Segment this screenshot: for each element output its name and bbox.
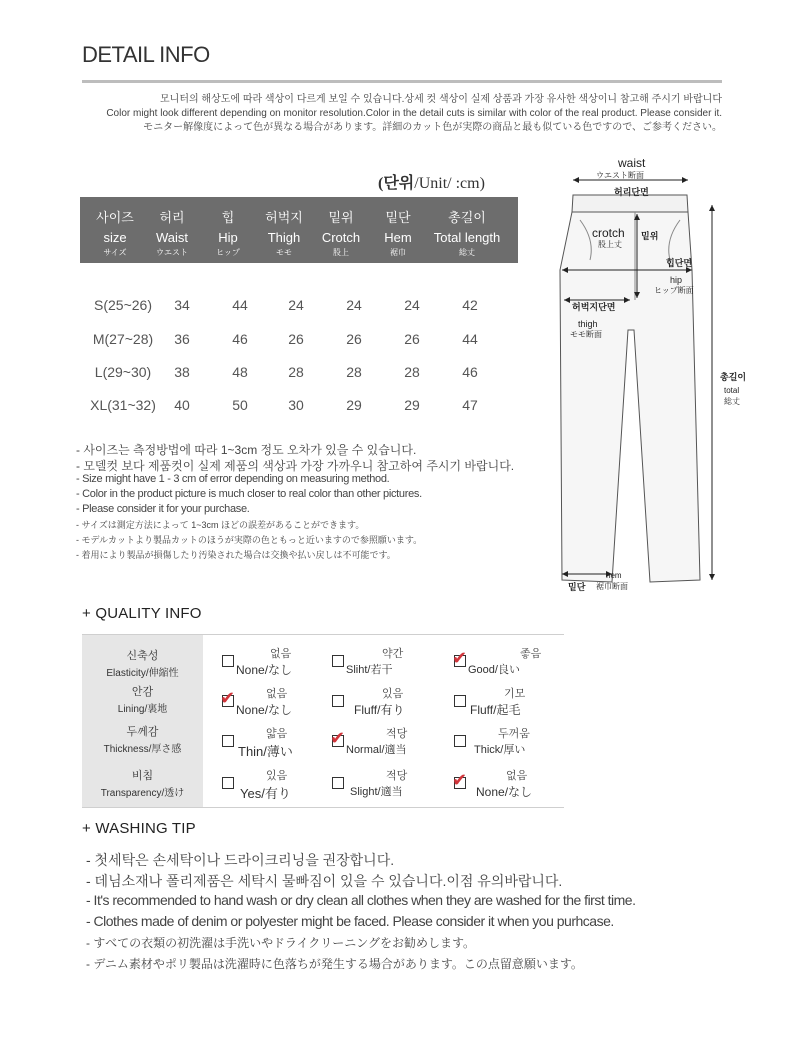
label-hip-ja: ヒップ断面	[654, 286, 694, 295]
quality-label-elasticity: 신축성 Elasticity/伸縮性	[106, 650, 179, 679]
label-hip-ko: 힙단면	[666, 258, 693, 268]
checkmark-icon: ✔	[452, 770, 468, 790]
quality-option[interactable]: 두꺼움 Thick/厚い	[454, 725, 574, 759]
checkbox[interactable]	[332, 655, 344, 667]
checkmark-icon: ✔	[452, 648, 468, 668]
pants-measurement-diagram	[540, 150, 780, 600]
checkmark-icon: ✔	[220, 688, 236, 708]
size-row: S(25~26) 34 44 24 24 24 42	[94, 297, 478, 313]
quality-option[interactable]: ✔ 없음 None/なし	[452, 770, 533, 799]
notice-en: Color might look different depending on monitor resolution.Color in the detail cuts is similar with color of the real product. Please consider it.	[106, 108, 722, 119]
title-divider	[82, 80, 722, 83]
checkbox[interactable]	[454, 695, 466, 707]
quality-label-lining: 안감 Lining/裏地	[117, 686, 168, 715]
checkmark-icon: ✔	[330, 728, 346, 748]
quality-option[interactable]: 적당 Slight/適当	[332, 767, 452, 801]
notice-ko: 모니터의 해상도에 따라 색상이 다르게 보일 수 있습니다.상세 컷 색상이 실제 상품과 가장 유사한 색상이니 참고해 주시기 바랍니다	[160, 94, 722, 105]
quality-info-title: + QUALITY INFO	[82, 605, 202, 622]
label-waist-ja: ウエスト断面	[596, 171, 644, 180]
unit-label: (단위/Unit/ :cm)	[378, 175, 485, 192]
checkbox[interactable]	[454, 735, 466, 747]
label-waist-en: waist	[618, 156, 646, 170]
label-crotch-ko: 밑위	[641, 231, 659, 241]
quality-option[interactable]: 얇음 Thin/薄い	[222, 725, 342, 759]
quality-option[interactable]: 있음 Yes/有り	[222, 767, 342, 801]
label-crotch-ja: 股上丈	[598, 240, 622, 249]
washing-tip-title: + WASHING TIP	[82, 820, 196, 837]
quality-option[interactable]: ✔ 없음 None/なし	[220, 688, 293, 717]
quality-option[interactable]: 없음 None/なし	[222, 645, 342, 679]
quality-option[interactable]: 기모 Fluff/起毛	[454, 685, 574, 719]
size-row: M(27~28) 36 46 26 26 26 44	[92, 331, 478, 347]
quality-label-thickness: 두께감 Thickness/厚さ感	[103, 726, 182, 755]
quality-table	[82, 634, 564, 808]
label-hip-en: hip	[670, 275, 683, 285]
quality-option[interactable]: ✔ 좋음 Good/良い	[452, 648, 542, 676]
label-hem-ko: 밑단	[568, 582, 586, 592]
label-hem-en: hem	[606, 571, 622, 580]
page-title: DETAIL INFO	[82, 42, 210, 67]
label-crotch-en: crotch	[592, 226, 625, 240]
quality-option[interactable]: 약간 Sliht/若干	[332, 645, 452, 679]
quality-option[interactable]: 있음 Fluff/有り	[332, 685, 452, 719]
size-row: L(29~30) 38 48 28 28 28 46	[94, 364, 478, 380]
label-thigh-ja: モモ断面	[570, 330, 602, 339]
checkbox[interactable]	[222, 655, 234, 667]
checkbox[interactable]	[222, 735, 234, 747]
quality-option[interactable]: ✔ 적당 Normal/適当	[330, 728, 408, 756]
notice-ja: モニター解像度によって色が異なる場合があります。詳細のカット色が実際の商品と最も似ている色ですので、ご参考ください。	[143, 122, 722, 133]
checkbox[interactable]	[332, 695, 344, 707]
label-total-ko: 총길이	[720, 372, 747, 382]
size-table-header: 사이즈 size サイズ 허리 Waist ウエスト 힙 Hip ヒップ 허벅지 Thigh モモ 밑위 Crotch 股上 밑단 Hem 裾巾 총길이 Total length 総丈	[80, 197, 518, 263]
washing-tips: - 첫세탁은 손세탁이나 드라이크리닝을 권장합니다. - 데님소재나 폴리제품은 세탁시 물빠짐이 있을 수 있습니다.이점 유의바랍니다. - It's recommended to hand wash or dry clean all clothes when they are washed for the first time. - Clothes made of denim or polyester might be faced. Please consider it when you purhcase. - すべての衣類の初洗濯は手洗いやドライクリーニングをお勧めします。 - デニム素材やポリ製品は洗濯時に色落ちが発生する場合があります。この点留意願います。	[86, 852, 636, 971]
label-waist-ko: 허리단면	[614, 187, 649, 197]
label-thigh-en: thigh	[578, 319, 598, 329]
label-thigh-ko: 허벅지단면	[572, 302, 616, 312]
label-total-en: total	[724, 386, 740, 395]
checkbox[interactable]	[332, 777, 344, 789]
size-notes: - 사이즈는 측정방법에 따라 1~3cm 정도 오차가 있을 수 있습니다. - 모델컷 보다 제품컷이 실제 제품의 색상과 가장 가까우니 참고하여 주시기 바랍니다. - Size might have 1 - 3 cm of error depending on measuring method. - Color in the product picture is much closer to real color than other pictures. - Please consider it for your purchase. - サイズは測定方法によって 1~3cm ほどの誤差があることができます。 - モデルカットより製品カットのほうが実際の色ともっと近いますので参照願います。 - 着用により製品が損傷したり汚染された場合は交換や払い戻しは不可能です。	[76, 443, 515, 560]
checkbox[interactable]	[222, 777, 234, 789]
quality-label-transparency: 비침 Transparency/透け	[100, 770, 185, 799]
label-hem-ja: 裾巾断面	[596, 582, 628, 591]
label-total-ja: 総丈	[724, 397, 740, 406]
size-row: XL(31~32) 40 50 30 29 29 47	[90, 397, 478, 413]
